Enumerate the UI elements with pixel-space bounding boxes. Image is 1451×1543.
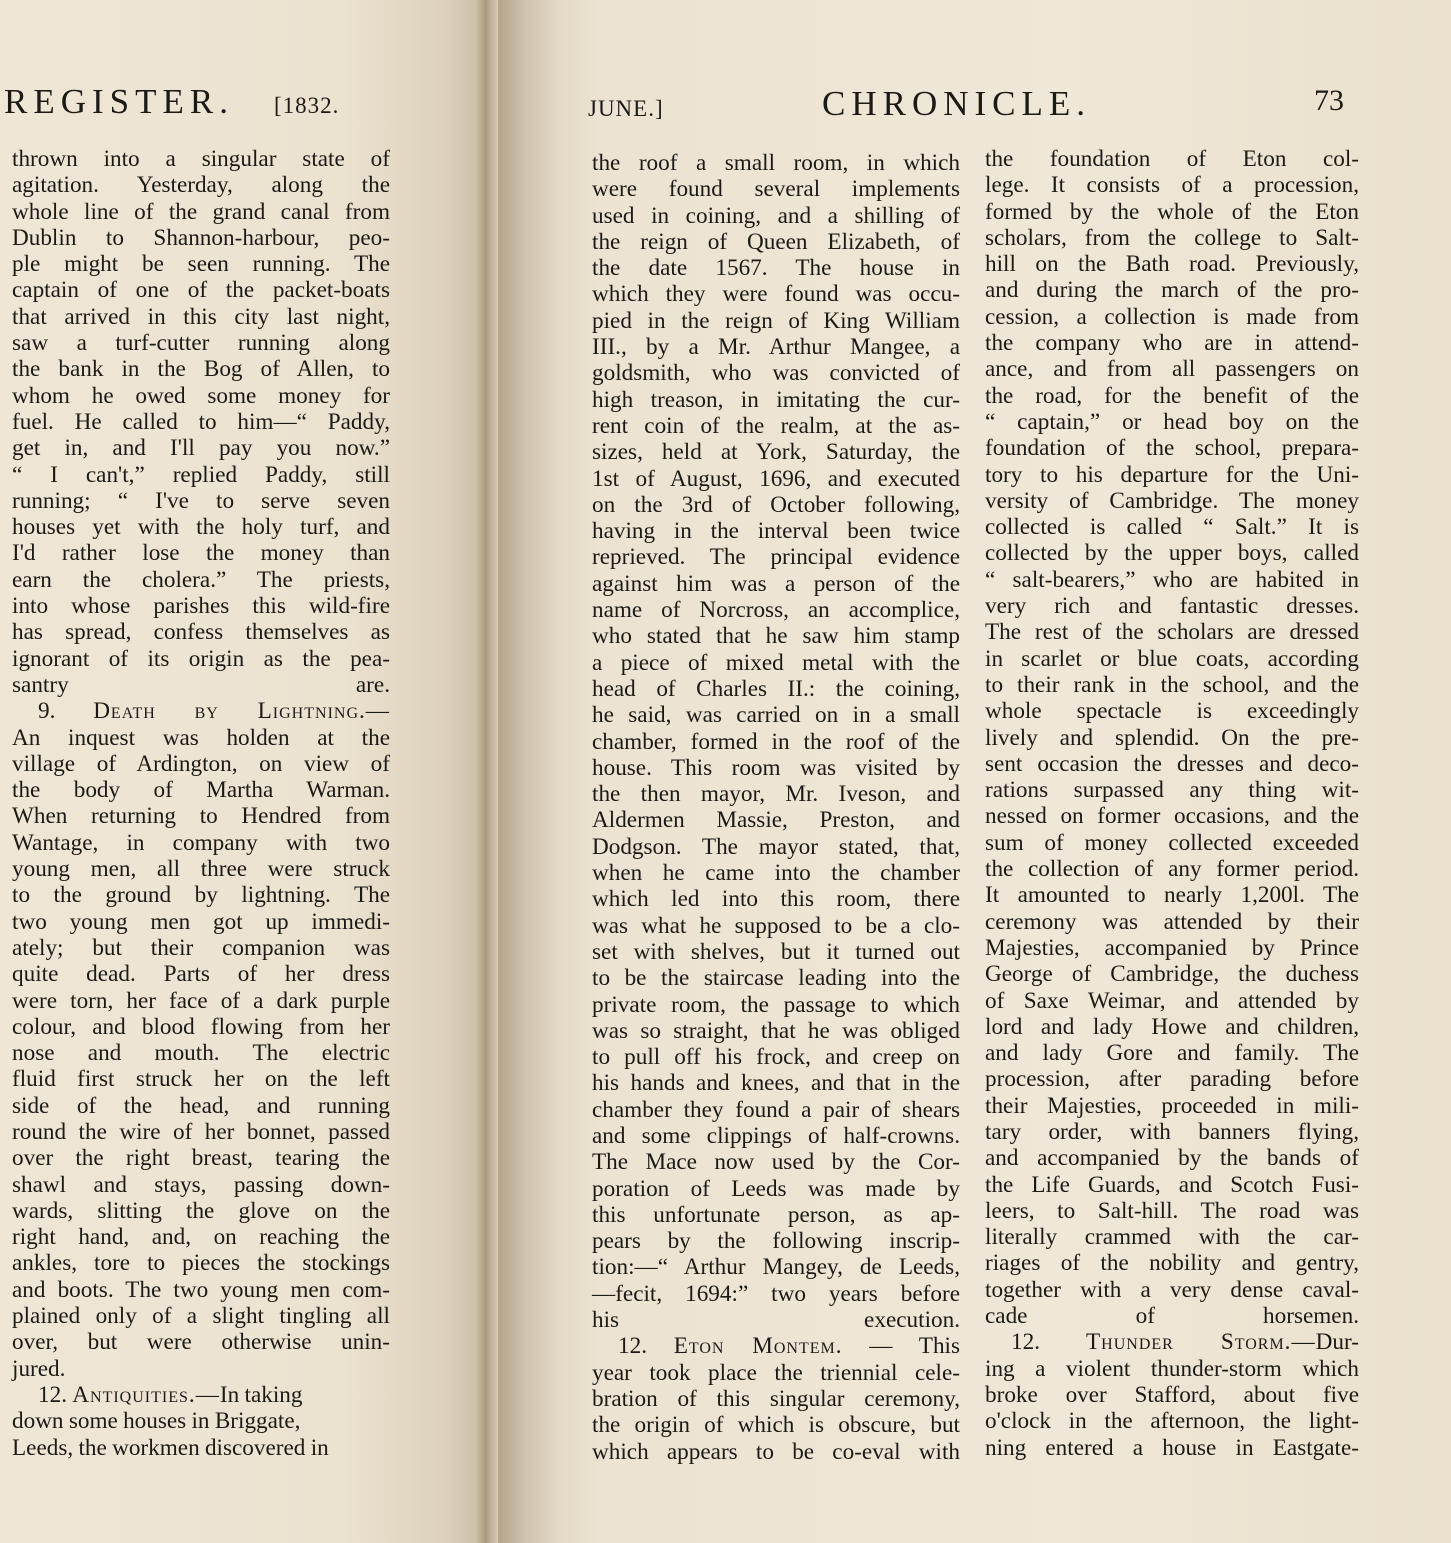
paragraph [985, 1329, 1359, 1460]
entry-heading: Death by Lightning.— [93, 698, 390, 725]
page-number: 73 [1314, 84, 1344, 117]
paragraph-text: In taking down some houses in Briggate, Leeds, the workmen discovered in [12, 1381, 329, 1461]
paragraph [12, 1382, 390, 1461]
entry-number: 12. [618, 1333, 647, 1360]
paragraph-text: the foundation of Eton col- lege. It consists of a procession, formed by the whole of the Eton scholars, from the college to Salt- hill on the Bath road. Previously, and during the march of the pro- cession, a collection is made from the company who are in attend- ance, and from all passengers on the road, for the benefit of the “ captain,” or head boy on the foundation of the school, prepara- tory to his departure for the Uni- versity of Cambridge. The money collected is called “ Salt.” It is collected by the upper boys, called “ salt-bearers,” who are habited in very rich and fantastic dresses. The rest of the scholars are dressed in scarlet or blue coats, according to their rank in the school, and the whole spectacle is exceedingly lively and splendid. On the pre- sent occasion the dresses and deco- rations surpassed any thing wit- nessed on former occasions, and the sum of money collected exceeded the collection of any former period. It amounted to nearly 1,200l. The ceremony was attended by their Majesties, accompanied by Prince George of Cambridge, the duchess of Saxe Weimar, and attended by lord and lady Howe and children, and lady Gore and family. The procession, after parading before their Majesties, proceeded in mili- tary order, with banners flying, and accompanied by the bands of the Life Guards, and Scotch Fusi- leers, to Salt-hill. The road was literally crammed with the car- riages of the nobility and gentry, together with a very dense caval- cade of horsemen. [985, 146, 1359, 1330]
paragraph [592, 1333, 960, 1464]
paragraph-text: the roof a small room, in which were found several implements used in coining, and a shilling of the reign of Queen Elizabeth, of the date 1567. The house in which they were found was occu- pied in the reign of King William III., by a Mr. Arthur Mangee, a goldsmith, who was convicted of high treason, in imitating the cur- rent coin of the realm, at the as- sizes, held at York, Saturday, the 1st of August, 1696, and executed on the 3rd of October following, having in the interval been twice reprieved. The principal evidence against him was a person of the name of Norcross, an accomplice, who stated that he saw him stamp a piece of mixed metal with the head of Charles II.: the coining, he said, was carried on in a small chamber, formed in the roof of the house. This room was visited by the then mayor, Mr. Iveson, and Aldermen Massie, Preston, and Dodgson. The mayor stated, that, when he came into the chamber which led into this room, there was what he supposed to be a clo- set with shelves, but it turned out to be the staircase leading into the private room, the passage to which was so straight, that he was obliged to pull off his frock, and creep on his hands and knees, and that in the chamber they found a pair of shears and some clippings of half-crowns. The Mace now used by the Cor- poration of Leeds was made by this unfortunate person, as ap- pears by the following inscrip- tion:—“ Arthur Mangey, de Leeds, —fecit, 1694:” two years before his execution. [592, 150, 960, 1334]
left-running-head-title: REGISTER. [4, 82, 234, 121]
entry-number: 12. [38, 1381, 67, 1408]
book-gutter [476, 0, 498, 1543]
entry-heading: Thunder Storm.— [1086, 1329, 1316, 1356]
page-number-wrap [1314, 84, 1344, 118]
paragraph-text: — This year took place the triennial cele- bration of this singular ceremony, the origin of which is obscure, but which appears to be co-eval with [592, 1333, 960, 1465]
entry-number: 12. [1011, 1329, 1040, 1356]
left-running-head [4, 82, 339, 122]
paragraph-text: Dur- ing a violent thunder-storm which broke over Stafford, about five o'clock in the afternoon, the light- ning entered a house in Eastgate- [985, 1329, 1359, 1461]
entry-heading: Eton Montem. [673, 1333, 843, 1360]
paragraph [985, 146, 1359, 1329]
paragraph-text: An inquest was holden at the village of Ardington, on view of the body of Martha Warman. When returning to Hendred from Wantage, in company with two young men, all three were struck to the ground by lightning. The two young men got up immedi- ately; but their companion was quite dead. Parts of her dress were torn, her face of a dark purple colour, and blood flowing from her nose and mouth. The electric fluid first struck her on the left side of the head, and running round the wire of her bonnet, passed over the right breast, tearing the shawl and stays, passing down- wards, slitting the glove on the right hand, and, on reaching the ankles, tore to pieces the stockings and boots. The two young men com- plained only of a slight tingling all over, but were otherwise unin- jured. [12, 724, 390, 1382]
right-running-head-month: JUNE.] [588, 96, 664, 121]
paragraph [12, 698, 390, 1382]
left-page [0, 0, 486, 1543]
paragraph [12, 146, 390, 698]
left-running-head-year: [1832. [273, 93, 340, 118]
right-running-head-month-wrap [588, 96, 664, 122]
right-column-1 [592, 150, 960, 1465]
right-page [486, 0, 1451, 1543]
entry-number: 9. [38, 698, 56, 725]
left-column [12, 146, 390, 1461]
right-running-head-title: CHRONICLE. [822, 84, 1092, 123]
paragraph [592, 150, 960, 1333]
entry-heading: Antiquities.— [72, 1381, 220, 1408]
right-column-2 [985, 146, 1359, 1461]
paragraph-text: thrown into a singular state of agitation. Yesterday, along the whole line of the grand canal from Dublin to Shannon-harbour, peo- ple might be seen running. The captain of one of the packet-boats that arrived in this city last night, saw a turf-cutter running along the bank in the Bog of Allen, to whom he owed some money for fuel. He called to him—“ Paddy, get in, and I'll pay you now.” “ I can't,” replied Paddy, still running; “ I've to serve seven houses yet with the holy turf, and I'd rather lose the money than earn the cholera.” The priests, into whose parishes this wild-fire has spread, confess themselves as ignorant of its origin as the pea- santry are. [12, 146, 390, 698]
right-running-head-title-wrap [822, 84, 1091, 124]
